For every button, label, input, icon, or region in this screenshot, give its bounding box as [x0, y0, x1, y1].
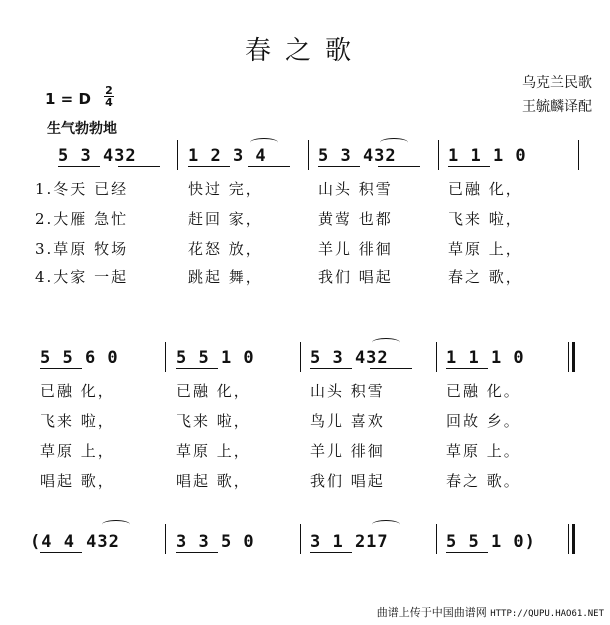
- barline: [438, 140, 439, 170]
- lyric-3-4: 草原 上，: [448, 240, 523, 258]
- measure-1-4: 1 1 1 0: [448, 146, 527, 166]
- measure-2-1: 5 5 6 0: [40, 348, 119, 368]
- beam: [248, 166, 290, 167]
- barline: [436, 524, 437, 554]
- measure-3-4: 5 5 1 0): [446, 532, 536, 552]
- lyric2-2-3: 鸟儿 喜欢: [310, 412, 385, 430]
- lyric-4-3: 我们 唱起: [318, 268, 393, 286]
- measure-2-2: 5 5 1 0: [176, 348, 255, 368]
- measure-2-3: 5 3 432: [310, 348, 389, 368]
- lyric-4-2: 跳起 舞，: [188, 268, 263, 286]
- barline: [436, 342, 437, 372]
- beam: [370, 368, 412, 369]
- lyric-3-2: 花怒 放，: [188, 240, 263, 258]
- lyric-2-3: 黄莺 也都: [318, 210, 393, 228]
- measure-1-3: 5 3 432: [318, 146, 397, 166]
- lyric2-3-4: 草原 上。: [446, 442, 521, 460]
- lyric-2-1: 2.大雁 急忙: [35, 210, 129, 228]
- lyric2-3-1: 草原 上，: [40, 442, 115, 460]
- slur: [380, 138, 408, 147]
- measure-3-2: 3 3 5 0: [176, 532, 255, 552]
- final-barline-thin: [568, 524, 569, 554]
- slur: [372, 338, 400, 347]
- beam: [310, 552, 352, 553]
- final-barline-thick: [572, 524, 575, 554]
- measure-2-4: 1 1 1 0: [446, 348, 525, 368]
- beam: [40, 368, 82, 369]
- barline: [308, 140, 309, 170]
- barline: [165, 524, 166, 554]
- barline: [578, 140, 579, 170]
- footer-watermark: [377, 604, 604, 620]
- lyric2-3-3: 羊儿 徘徊: [310, 442, 385, 460]
- lyric2-2-1: 飞来 啦，: [40, 412, 115, 430]
- final-barline-thick: [572, 342, 575, 372]
- time-signature: [104, 85, 114, 108]
- lyric2-2-4: 回故 乡。: [446, 412, 521, 430]
- beam: [176, 368, 218, 369]
- key-signature: 1 = D: [45, 90, 91, 108]
- measure-3-3: 3 1 217: [310, 532, 389, 552]
- beam: [118, 166, 160, 167]
- measure-3-1: (4 4 432: [30, 532, 120, 552]
- beam: [446, 552, 488, 553]
- time-numerator: 2: [105, 84, 113, 97]
- lyric2-1-4: 已融 化。: [446, 382, 521, 400]
- lyric-4-1: 4.大家 一起: [35, 268, 129, 286]
- lyric-1-3: 山头 积雪: [318, 180, 393, 198]
- lyric-3-1: 3.草原 牧场: [35, 240, 129, 258]
- final-barline-thin: [568, 342, 569, 372]
- slur: [250, 138, 278, 147]
- lyric2-4-2: 唱起 歌，: [176, 472, 251, 490]
- lyric2-1-3: 山头 积雪: [310, 382, 385, 400]
- measure-1-2: 1 2 3 4: [188, 146, 267, 166]
- lyric2-2-2: 飞来 啦，: [176, 412, 251, 430]
- lyric-1-1: 1.冬天 已经: [35, 180, 129, 198]
- song-title: 春之歌: [244, 36, 365, 66]
- lyric-1-2: 快过 完，: [188, 180, 263, 198]
- beam: [446, 368, 488, 369]
- tempo-marking: 生气勃勃地: [47, 121, 117, 137]
- slur: [102, 520, 130, 529]
- beam: [188, 166, 230, 167]
- lyric2-1-2: 已融 化，: [176, 382, 251, 400]
- barline: [300, 342, 301, 372]
- barline: [177, 140, 178, 170]
- time-denominator: 4: [105, 96, 113, 109]
- credit-arranger: 王毓麟译配: [522, 99, 592, 115]
- beam: [40, 552, 82, 553]
- barline: [300, 524, 301, 554]
- beam: [318, 166, 360, 167]
- beam: [310, 368, 352, 369]
- lyric-2-2: 赶回 家，: [188, 210, 263, 228]
- lyric-4-4: 春之 歌，: [448, 268, 523, 286]
- barline: [165, 342, 166, 372]
- lyric-3-3: 羊儿 徘徊: [318, 240, 393, 258]
- lyric2-4-3: 我们 唱起: [310, 472, 385, 490]
- lyric-1-4: 已融 化，: [448, 180, 523, 198]
- beam: [176, 552, 218, 553]
- lyric2-3-2: 草原 上，: [176, 442, 251, 460]
- beam: [378, 166, 420, 167]
- footer-text: 曲谱上传于中国曲谱网: [376, 606, 487, 619]
- lyric-2-4: 飞来 啦，: [448, 210, 523, 228]
- measure-1-1: 5 3 432: [58, 146, 137, 166]
- slur: [372, 520, 400, 529]
- lyric2-4-1: 唱起 歌，: [40, 472, 115, 490]
- credit-origin: 乌克兰民歌: [522, 75, 592, 91]
- lyric2-4-4: 春之 歌。: [446, 472, 521, 490]
- lyric2-1-1: 已融 化，: [40, 382, 115, 400]
- beam: [448, 166, 490, 167]
- beam: [58, 166, 100, 167]
- footer-url: HTTP://QUPU.HAO61.NET: [490, 609, 604, 619]
